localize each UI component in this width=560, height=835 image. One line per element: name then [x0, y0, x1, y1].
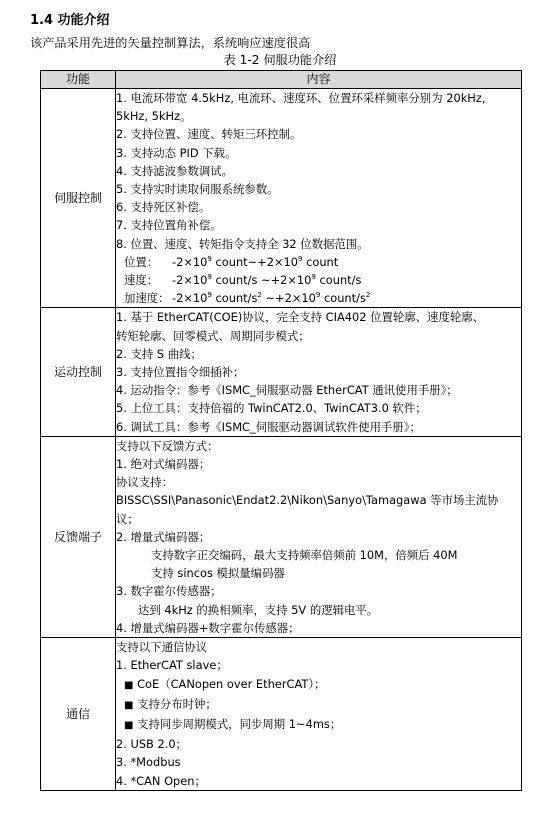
list-item: 支持以下反馈方式： — [116, 438, 219, 453]
list-item: 4. 支持滤波参数调试。 — [116, 163, 234, 178]
list-item: 6. 调试工具：参考《ISMC_伺服驱动器调试软件使用手册》； — [116, 419, 421, 434]
list-item: 1. 基于 EtherCAT(COE)协议，完全支持 CIA402 位置轮廓、速度轮廓、 — [116, 310, 485, 325]
row-content-motion — [116, 308, 522, 436]
list-item: 2. 支持位置、速度、转矩三环控制。 — [116, 127, 302, 142]
range-acceleration: 加速度： $-2\times 10^9$ count/$s^2$ $\sim+2\times 10^9$ count/$s^2$ — [124, 291, 371, 306]
list-item: 8. 位置、速度、转矩指令支持全 32 位数据范围。 — [116, 236, 369, 251]
header-content: 内容 — [116, 71, 522, 89]
list-item: 1. 电流环带宽 4.5kHz, 电流环、速度环、位置环采样频率分别为 20kHz, — [116, 91, 486, 105]
range-velocity: 速度： $-2\times 10^9$ count/s $\sim+2\times 10^9$ count/s — [124, 273, 362, 288]
row-label-comm: 通信 — [41, 638, 116, 791]
section-title: 1.4 功能介绍 — [30, 13, 110, 28]
list-item: 2. USB 2.0； — [116, 737, 187, 752]
list-item: ■ 支持同步周期模式，同步周期 1~4ms； — [124, 716, 342, 731]
list-item: 支持数字正交编码，最大支持频率倍频前 10M，倍频后 40M — [151, 548, 458, 563]
table-row — [41, 308, 522, 436]
list-item: 4. *CAN Open； — [116, 773, 206, 788]
row-label-motion: 运动控制 — [41, 308, 116, 436]
range-position: 位置： $-2\times 10^9$ $count\sim+2\times 10^9$ count — [124, 254, 339, 269]
row-label-servo: 伺服控制 — [41, 89, 116, 308]
table-row — [41, 436, 522, 637]
servo-function-table — [40, 70, 522, 791]
list-item: 1. EtherCAT slave； — [116, 658, 228, 673]
table-header-row — [41, 71, 522, 89]
list-item: 转矩轮廓、回零模式、周期同步模式； — [116, 328, 310, 343]
list-item: 1. 绝对式编码器； — [116, 457, 211, 472]
list-item: 议； — [116, 511, 139, 526]
list-item: 4. 运动指令：参考《ISMC_伺服驱动器 EtherCAT 通讯使用手册》； — [116, 383, 458, 398]
list-item: 6. 支持死区补偿。 — [116, 200, 211, 215]
table-caption: 表 1-2 伺服功能介绍 — [223, 53, 337, 67]
list-item: 2. 支持 S 曲线； — [116, 346, 202, 361]
list-item: 5kHz, 5kHz。 — [116, 109, 192, 124]
list-item: BISSC\SSI\Panasonic\Endat2.2\Nikon\Sanyo\Tamagawa 等市场主流协 — [116, 493, 499, 508]
table-row — [41, 89, 522, 308]
list-item: 达到 4kHz 的换相频率，支持 5V 的逻辑电平。 — [138, 602, 379, 617]
list-item: 7. 支持位置角补偿。 — [116, 218, 222, 233]
intro-paragraph: 该产品采用先进的矢量控制算法，系统响应速度很高 — [30, 36, 311, 50]
list-item: 3. 支持位置指令细插补； — [116, 365, 245, 380]
list-item: 5. 支持实时读取伺服系统参数。 — [116, 182, 279, 197]
list-item: 2. 增量式编码器； — [116, 529, 211, 544]
square-bullet-icon: ■ — [124, 719, 134, 731]
list-item: ■ CoE（CANopen over EtherCAT）； — [124, 676, 326, 691]
list-item: 3. 数字霍尔传感器； — [116, 584, 222, 599]
list-item: 5. 上位工具：支持倍福的 TwinCAT2.0、TwinCAT3.0 软件； — [116, 401, 427, 416]
list-item: 支持以下通信协议 — [116, 640, 208, 655]
header-function: 功能 — [41, 71, 116, 89]
square-bullet-icon: ■ — [124, 679, 134, 691]
list-item: 3. 支持动态 PID 下载。 — [116, 145, 237, 160]
list-item: 3. *Modbus — [116, 755, 181, 770]
row-content-comm — [116, 638, 522, 791]
row-label-feedback: 反馈端子 — [41, 436, 116, 637]
list-item: 协议支持： — [116, 475, 173, 490]
row-content-feedback — [116, 436, 522, 637]
list-item: 支持 sincos 模拟量编码器 — [151, 566, 285, 581]
list-item: ■ 支持分布时钟； — [124, 696, 217, 711]
table-row — [41, 638, 522, 791]
list-item: 4. 增量式编码器+数字霍尔传感器； — [116, 620, 300, 635]
row-content-servo — [116, 89, 522, 308]
square-bullet-icon: ■ — [124, 699, 134, 711]
